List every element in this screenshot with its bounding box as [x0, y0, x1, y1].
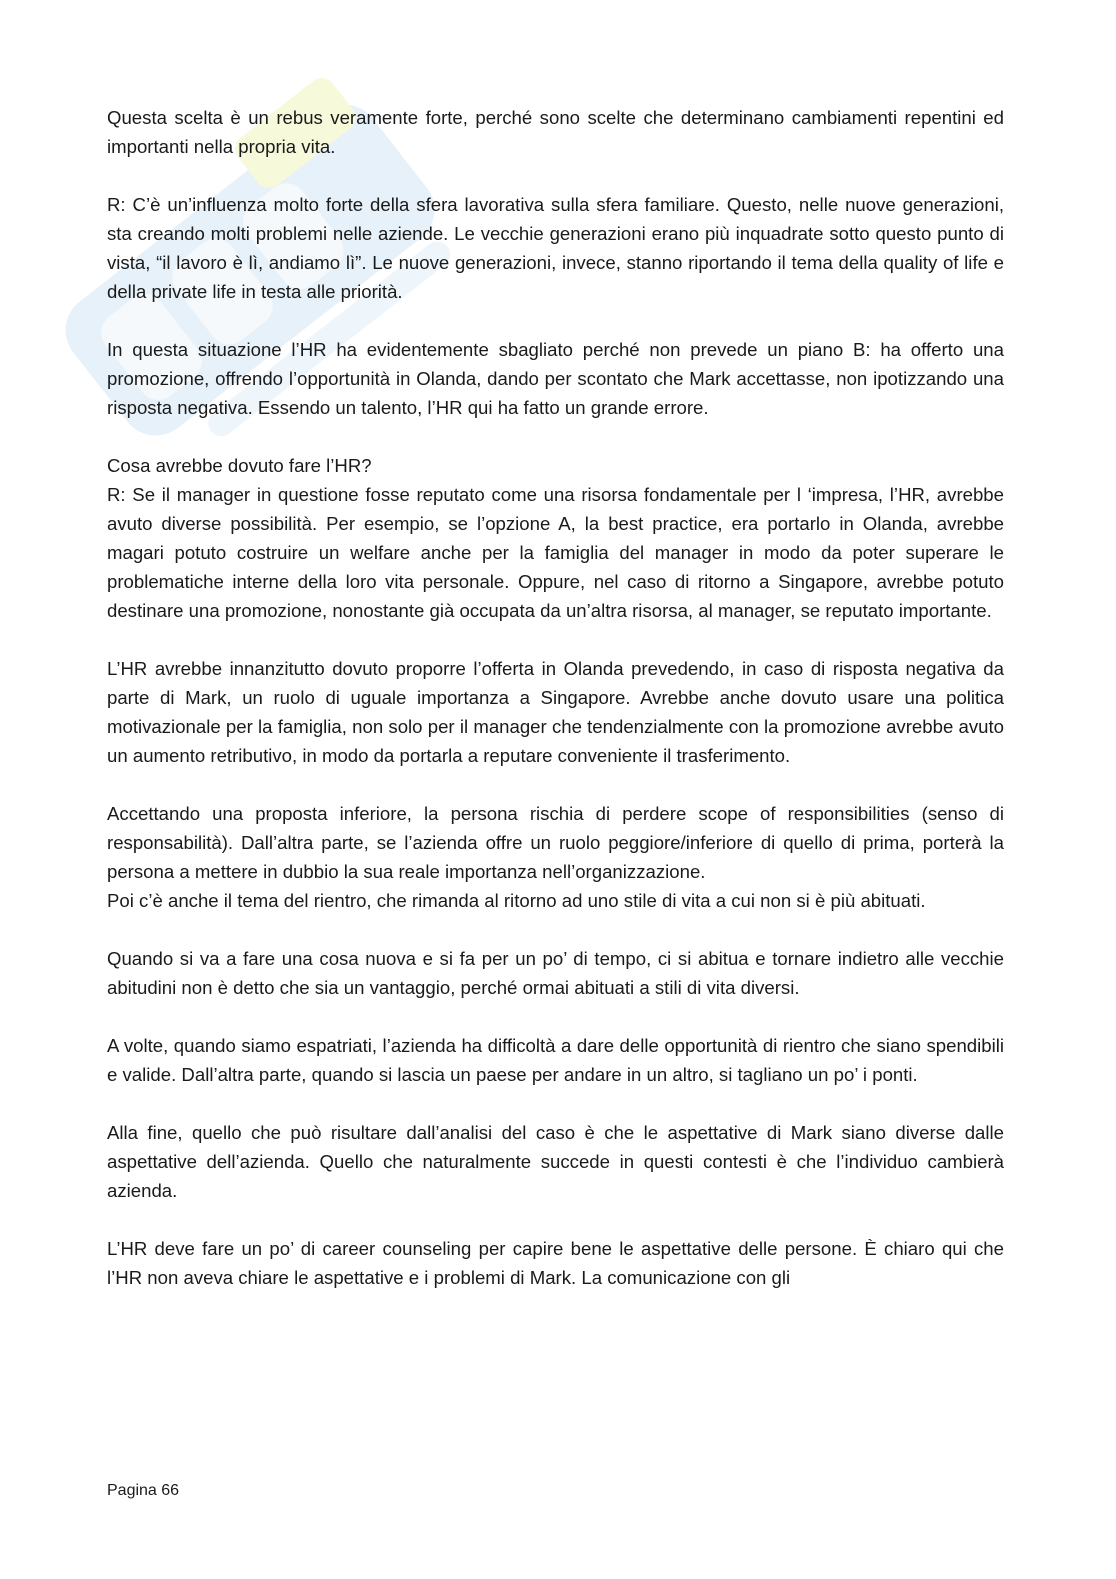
paragraph-4: R: Se il manager in questione fosse reputato come una risorsa fondamentale per l ‘impresa, l’HR, avrebbe avuto diverse possibilità. Per esempio, se l’opzione A, la best practice, era portarlo in Olanda, avrebbe magari potuto costruire un welfare anche per la famiglia del manager in modo da poter superare le problematiche interne della loro vita personale. Oppure, nel caso di ritorno a Singapore, avrebbe potuto destinare una promozione, nonostante già occupata da un’altra risorsa, al manager, se reputato importante. [107, 484, 1004, 621]
question-heading: Cosa avrebbe dovuto fare l’HR? [107, 455, 372, 476]
paragraph-2: R: C’è un’influenza molto forte della sfera lavorativa sulla sfera familiare. Questo, nelle nuove generazioni, sta creando molti problemi nelle aziende. Le vecchie generazioni erano più inquadrate sotto questo punto di vista, “il lavoro è lì, andiamo lì”. Le nuove generazioni, invece, stanno riportando il tema della quality of life e della private life in testa alle priorità. [107, 194, 1004, 302]
paragraph-6: Accettando una proposta inferiore, la persona rischia di perdere scope of responsibilities (senso di responsabilità). Dall’altra parte, se l’azienda offre un ruolo peggiore/inferiore di quello di prima, porterà la persona a mettere in dubbio la sua reale importanza nell’organizzazione. [107, 803, 1004, 882]
paragraph-10: Alla fine, quello che può risultare dall’analisi del caso è che le aspettative di Mark siano diverse dalle aspettative dell’azienda. Quello che naturalmente succede in questi contesti è che l’individuo cambierà azienda. [107, 1122, 1004, 1201]
page-number: Pagina 66 [107, 1482, 180, 1499]
paragraph-7: Poi c’è anche il tema del rientro, che rimanda al ritorno ad uno stile di vita a cui non si è più abituati. [107, 890, 926, 911]
paragraph-1: Questa scelta è un rebus veramente forte, perché sono scelte che determinano cambiamenti repentini ed importanti nella propria vita. [107, 107, 1004, 157]
paragraph-11: L’HR deve fare un po’ di career counseling per capire bene le aspettative delle persone. È chiaro qui che l’HR non aveva chiare le aspettative e i problemi di Mark. La comunicazione con gli [107, 1238, 1004, 1288]
paragraph-5: L’HR avrebbe innanzitutto dovuto proporre l’offerta in Olanda prevedendo, in caso di risposta negativa da parte di Mark, un ruolo di uguale importanza a Singapore. Avrebbe anche dovuto usare una politica motivazionale per la famiglia, non solo per il manager che tendenzialmente con la promozione avrebbe avuto un aumento retributivo, in modo da portarla a reputare conveniente il trasferimento. [107, 658, 1004, 766]
paragraph-8: Quando si va a fare una cosa nuova e si fa per un po’ di tempo, ci si abitua e tornare indietro alle vecchie abitudini non è detto che sia un vantaggio, perché ormai abituati a stili di vita diversi. [107, 948, 1004, 998]
paragraph-9: A volte, quando siamo espatriati, l’azienda ha difficoltà a dare delle opportunità di rientro che siano spendibili e valide. Dall’altra parte, quando si lascia un paese per andare in un altro, si tagliano un po’ i ponti. [107, 1035, 1004, 1085]
paragraph-3: In questa situazione l’HR ha evidentemente sbagliato perché non prevede un piano B: ha offerto una promozione, offrendo l’opportunità in Olanda, dando per scontato che Mark accettasse, non ipotizzando una risposta negativa. Essendo un talento, l’HR qui ha fatto un grande errore. [107, 339, 1004, 418]
document-body [107, 103, 1004, 1321]
